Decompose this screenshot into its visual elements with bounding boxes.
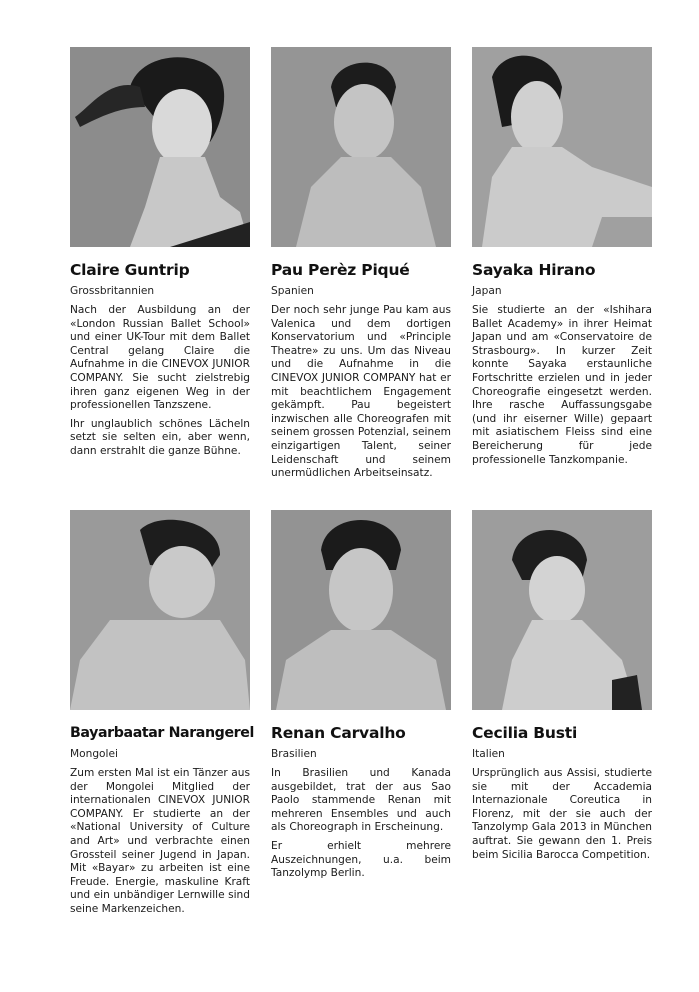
bio-paragraph: Der noch sehr junge Pau kam aus Valenica und dem dortigen Konservatorium und «Principle Theatre» zu uns. Um das Niveau und die Aufnahme in die CINEVOX JUNIOR COMPANY hat er mit beachtlichem Engagement gekämpft. Pau begeistert inzwischen alle Choreografen mit seinem grossen Potenzial, seinem einzigartigen Talent, seiner Leidenschaft und seinem unermüdlichen Arbeitseinsatz. xyxy=(271,304,451,480)
dancer-bio xyxy=(70,304,250,459)
dancer-card-bayarbaatar xyxy=(70,510,254,917)
dancer-name: Bayarbaatar Narangerel xyxy=(70,725,254,741)
dancer-bio xyxy=(472,767,652,862)
bio-paragraph: Ihr unglaublich schönes Lächeln setzt sie selten ein, aber wenn, dann erstrahlt die ganze Bühne. xyxy=(70,417,250,457)
dancer-country: Spanien xyxy=(271,285,314,297)
dancer-card-renan xyxy=(271,510,451,881)
bio-paragraph: Sie studierte an der «Ishihara Ballet Academy» in ihrer Heimat Japan und am «Conservatoire de Strasbourg». In kurzer Zeit konnte Sayaka erstaunliche Fortschritte erzielen und in jeder Choreografie eingesetzt werden. Ihre rasche Auffassungsgabe (und ihr eiserner Wille) gepaart mit asiatischem Fleiss sind eine Bereicherung für jede professionelle Tanzkompanie. xyxy=(472,304,652,466)
dancer-name: Claire Guntrip xyxy=(70,261,190,279)
bio-paragraph: In Brasilien und Kanada ausgebildet, trat der aus Sao Paolo stammende Renan mit mehreren Ensembles und auch als Choreograph in Erscheinung. xyxy=(271,767,451,834)
dancer-card-pau xyxy=(271,47,451,481)
dancer-name: Cecilia Busti xyxy=(472,724,578,742)
dancer-country: Mongolei xyxy=(70,748,118,760)
dancer-country: Brasilien xyxy=(271,748,317,760)
dancer-name: Pau Perèz Piqué xyxy=(271,261,410,279)
dancer-country: Japan xyxy=(472,285,502,297)
dancer-name: Sayaka Hirano xyxy=(472,261,596,279)
dancer-photo xyxy=(70,47,250,247)
dancer-bio xyxy=(472,304,652,467)
dancer-country: Italien xyxy=(472,748,505,760)
bio-paragraph: Nach der Ausbildung an der «London Russian Ballet School» und einer UK-Tour mit dem Ballet Central gelang Claire die Aufnahme in die CINEVOX JUNIOR COMPANY. Sie sucht zielstrebig ihren ganz eigenen Weg in der professionellen Tanzszene. xyxy=(70,304,250,412)
dancer-country: Grossbritannien xyxy=(70,285,155,297)
bio-paragraph: Ursprünglich aus Assisi, studierte sie mit der Accademia Internazionale Coreutica in Florenz, mit der sie auch der Tanzolymp Gala 2013 in München auftrat. Sie gewann den 1. Preis beim Sicilia Barocca Competition. xyxy=(472,767,652,861)
dancer-name: Renan Carvalho xyxy=(271,724,406,742)
bio-paragraph: Zum ersten Mal ist ein Tänzer aus der Mongolei Mitglied der internationalen CINEVOX JUNIOR COMPANY. Er studierte an der «National University of Culture and Art» und verbrachte einen Grossteil seiner Jugend in Japan. Mit «Bayar» zu arbeiten ist eine Freude. Energie, maskuline Kraft und ein unbändiger Lernwille sind seine Markenzeichen. xyxy=(70,767,250,915)
dancer-bio xyxy=(271,304,451,481)
dancer-card-cecilia xyxy=(472,510,652,862)
dancer-bio xyxy=(271,767,451,881)
dancer-photo xyxy=(472,47,652,247)
dancer-photo xyxy=(271,510,451,710)
bio-paragraph: Er erhielt mehrere Auszeichnungen, u.a. beim Tanzolymp Berlin. xyxy=(271,839,451,880)
dancer-card-sayaka xyxy=(472,47,652,467)
dancer-bio xyxy=(70,767,250,917)
dancer-card-claire xyxy=(70,47,250,459)
dancer-photo xyxy=(271,47,451,247)
dancer-photo xyxy=(70,510,250,710)
dancer-photo xyxy=(472,510,652,710)
